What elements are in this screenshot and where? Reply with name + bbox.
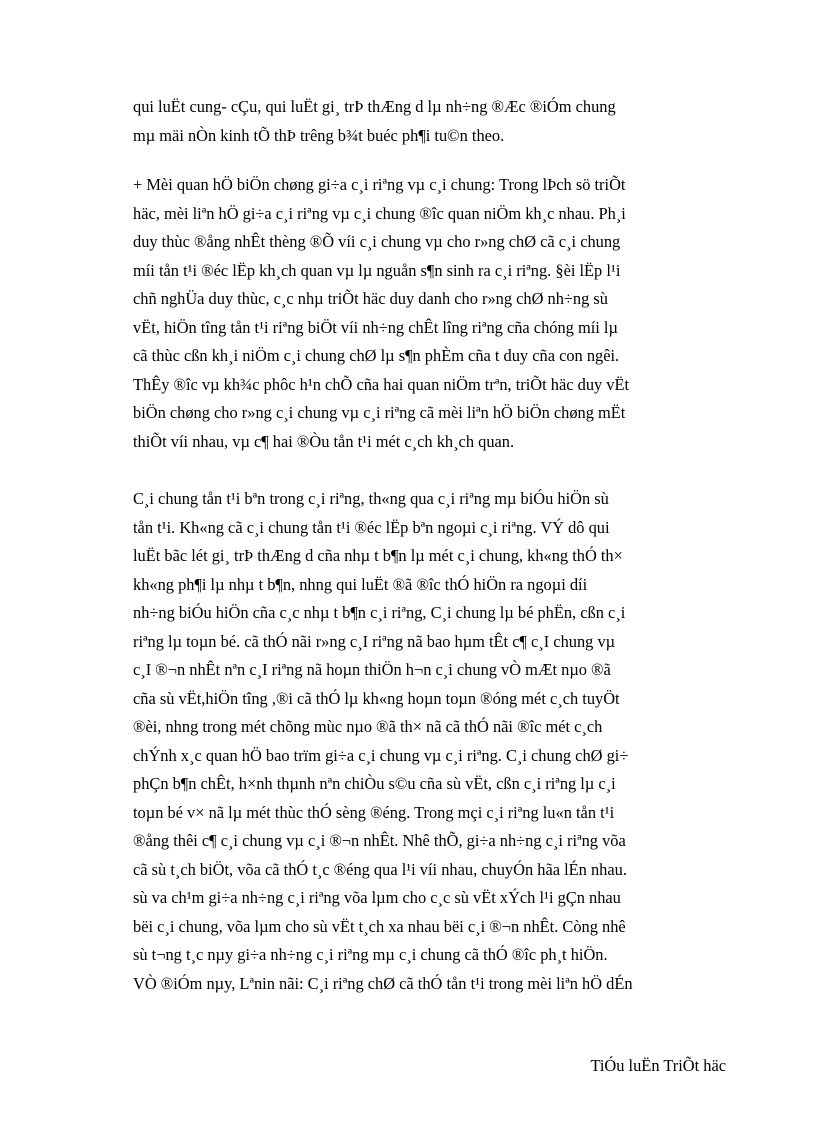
text-line: thiÕt víi nhau, vµ c¶ hai ®Òu tån t¹i mét c¸ch kh¸ch quan. [133,431,515,451]
text-line: cña sù vËt,hiÖn tîng ,®i cã thÓ lµ kh«ng hoµn toµn ®óng mét c¸ch tuyÖt [133,688,620,708]
paragraph-2 [133,171,733,456]
text-line: + Mèi quan hÖ biÖn chøng gi÷a c¸i riªng vµ c¸i chung: Trong lÞch sö triÕt [133,175,626,194]
text-line: kh«ng ph¶i lµ nhµ t b¶n, nhng qui luËt ®ã ®îc thÓ hiÖn ra ngoµi díi [133,574,588,594]
text-line: sù t¬ng t¸c nµy gi÷a nh÷ng c¸i riªng mµ c¸i chung cã thÓ ®îc ph¸t hiÖn. [133,945,608,964]
paragraph-3 [133,485,733,998]
text-line: nh÷ng biÓu hiÖn cña c¸c nhµ t b¶n c¸i riªng, C¸i chung lµ bé phËn, cßn c¸i [133,603,626,622]
text-line: phÇn b¶n chÊt, h×nh thµnh nªn chiÒu s©u cña sù vËt, cßn c¸i riªng lµ c¸i [133,774,616,793]
text-line: sù va ch¹m gi÷a nh÷ng c¸i riªng võa lµm cho c¸c sù vËt xÝch l¹i gÇn nhau [133,888,621,907]
text-line: mµ mäi nÒn kinh tÕ thÞ trêng b¾t buéc ph¶i tu©n theo. [133,125,505,145]
text-line: C¸i chung tån t¹i bªn trong c¸i riªng, th«ng qua c¸i riªng mµ biÓu hiÖn sù [133,489,609,508]
text-line: qui luËt cung- cÇu, qui luËt gi¸ trÞ thÆng d lµ nh÷ng ®Æc ®iÓm chung [133,97,616,116]
text-line: luËt bãc lét gi¸ trÞ thÆng d cña nhµ t b¶n lµ mét c¸i chung, kh«ng thÓ th× [133,546,623,565]
text-line: vËt, hiÖn tîng tån t¹i riªng biÖt víi nh÷ng chÊt lîng riªng cña chóng míi lµ [133,317,618,337]
text-line: chÝnh x¸c quan hÖ bao trïm gi÷a c¸i chung vµ c¸i riªng. C¸i chung chØ gi÷ [133,745,629,765]
text-line: tån t¹i. Kh«ng cã c¸i chung tån t¹i ®éc lËp bªn ngoµi c¸i riªng. VÝ dô qui [133,517,610,537]
text-line: cã thùc cßn kh¸i niÖm c¸i chung chØ lµ s¶n phÈm cña t duy cña con ngêi. [133,346,620,365]
text-line: míi tån t¹i ®éc lËp kh¸ch quan vµ lµ nguån s¶n sinh ra c¸i riªng. §èi lËp l¹i [133,260,621,280]
text-line: VÒ ®iÓm nµy, Lªnin nãi: C¸i riªng chØ cã thÓ tån t¹i trong mèi liªn hÖ dÉn [133,973,633,993]
text-line: ®ång thêi c¶ c¸i chung vµ c¸i ®¬n nhÊt. Nhê thÕ, gi÷a nh÷ng c¸i riªng võa [133,831,626,850]
text-line: duy thùc ®ång nhÊt thèng ®Õ víi c¸i chung vµ cho r»ng chØ cã c¸i chung [133,232,621,251]
text-line: riªng lµ toµn bé. cã thÓ nãi r»ng c¸I riªng nã bao hµm tÊt c¶ c¸I chung vµ [133,631,616,651]
paragraph-1 [133,93,733,150]
text-line: biÖn chøng cho r»ng c¸i chung vµ c¸i riªng cã mèi liªn hÖ biÖn chøng mËt [133,403,626,422]
text-line: c¸I ®¬n nhÊt nªn c¸I riªng nã hoµn thiÖn h¬n c¸i chung vÒ mÆt nµo ®ã [133,660,611,679]
text-line: ®èi, nhng trong mét chõng mùc nµo ®ã th× nã cã thÓ nãi ®îc mét c¸ch [133,717,603,736]
page-footer: TiÓu luËn TriÕt häc [590,1056,726,1075]
text-line: cã sù t¸ch biÖt, võa cã thÓ t¸c ®éng qua l¹i víi nhau, chuyÓn hãa lÉn nhau. [133,859,627,879]
text-line: bëi c¸i chung, võa lµm cho sù vËt t¸ch xa nhau bëi c¸i ®¬n nhÊt. Còng nhê [133,916,626,936]
text-line: ThÊy ®îc vµ kh¾c phôc h¹n chÕ cña hai quan niÖm trªn, triÕt häc duy vËt [133,374,630,394]
text-line: toµn bé v× nã lµ mét thùc thÓ sèng ®éng. Trong mçi c¸i riªng lu«n tån t¹i [133,802,615,822]
text-line: häc, mèi liªn hÖ gi÷a c¸i riªng vµ c¸i chung ®îc quan niÖm kh¸c nhau. Ph¸i [133,203,626,223]
text-line: chñ nghÜa duy thùc, c¸c nhµ triÕt häc duy danh cho r»ng chØ nh÷ng sù [133,289,608,308]
